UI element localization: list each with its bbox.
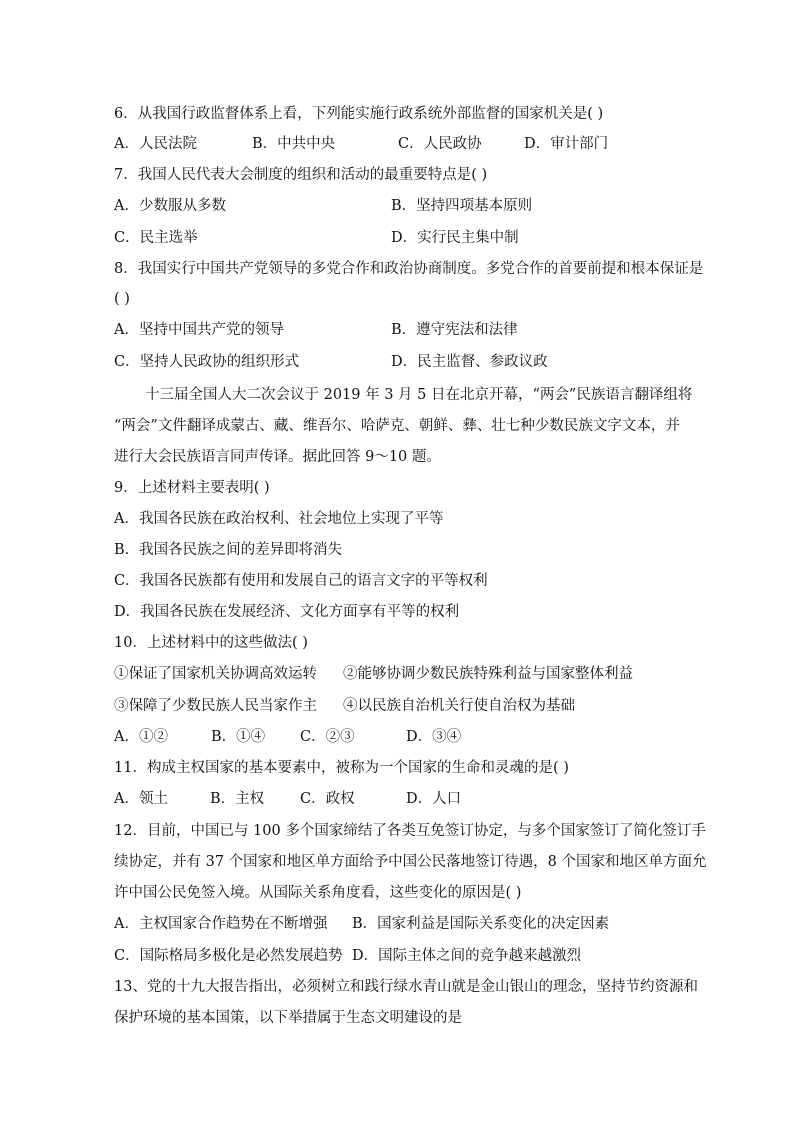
q6-option-d: D．审计部门 (524, 136, 609, 152)
q7-options-row2 (114, 228, 674, 248)
q12-option-c: C．国际格局多极化是必然发展趋势 (114, 948, 343, 964)
q13-stem-line2: 保护环境的基本国策，以下举措属于生态文明建设的是 (114, 1010, 462, 1026)
q7-option-a: A．少数服从多数 (114, 198, 226, 214)
q11-option-c: C．政权 (300, 791, 355, 807)
q8-option-c: C．坚持人民政协的组织形式 (114, 354, 300, 370)
q9-option-a: A．我国各民族在政治权利、社会地位上实现了平等 (114, 511, 444, 527)
q12-option-d: D．国际主体之间的竞争越来越激烈 (352, 948, 582, 964)
q11-option-d: D．人口 (406, 791, 462, 807)
q9-option-b: B．我国各民族之间的差异即将消失 (114, 542, 343, 558)
q9-stem: 9．上述材料主要表明( ) (114, 480, 270, 496)
material-line2: “两会”文件翻译成蒙古、藏、维吾尔、哈萨克、朝鲜、彝、壮七种少数民族文字文本，并 (114, 418, 680, 434)
q8-option-a: A．坚持中国共产党的领导 (114, 322, 284, 338)
q12-option-a: A．主权国家合作趋势在不断增强 (114, 916, 328, 932)
q7-options-row1 (114, 196, 674, 216)
q6-stem: 6．从我国行政监督体系上看，下列能实施行政系统外部监督的国家机关是( ) (114, 106, 604, 122)
q12-stem-line1: 12．目前，中国已与 100 多个国家缔结了各类互免签订协定，与多个国家签订了简化签订手 (114, 823, 706, 839)
q8-options-row2 (114, 352, 674, 372)
q7-option-d: D．实行民主集中制 (391, 230, 519, 246)
q11-options (114, 789, 674, 809)
material-line1: 十三届全国人大二次会议于 2019 年 3 月 5 日在北京开幕，“两会”民族语言翻译组将 (145, 387, 693, 403)
q6-option-b: B．中共中央 (252, 136, 336, 152)
q10-item-3: ③保障了少数民族人民当家作主 (114, 698, 317, 714)
q8-options-row1 (114, 320, 674, 340)
q8-option-b: B．遵守宪法和法律 (391, 322, 518, 338)
material-line3: 进行大会民族语言同声传译。据此回答 9～10 题。 (114, 449, 441, 465)
q7-option-b: B．坚持四项基本原则 (391, 198, 533, 214)
q10-items-row1 (114, 664, 674, 684)
q10-item-4: ④以民族自治机关行使自治权为基础 (343, 698, 575, 714)
q8-stem-line2: ( ) (114, 291, 130, 307)
q7-option-c: C．民主选举 (114, 230, 198, 246)
q11-option-b: B．主权 (210, 791, 265, 807)
q12-options-row2 (114, 946, 674, 966)
q10-item-1: ①保证了国家机关协调高效运转 (114, 666, 317, 682)
q10-option-d: D．③④ (406, 729, 462, 745)
q13-stem-line1: 13、党的十九大报告指出，必须树立和践行绿水青山就是金山银山的理念，坚持节约资源和 (114, 979, 698, 995)
q6-option-a: A．人民法院 (114, 136, 197, 152)
q10-option-a: A．①② (114, 729, 168, 745)
q11-option-a: A．领土 (114, 791, 168, 807)
q10-options (114, 727, 674, 747)
q8-stem-line1: 8．我国实行中国共产党领导的多党合作和政治协商制度。多党合作的首要前提和根本保证是 (114, 261, 704, 277)
q11-stem: 11．构成主权国家的基本要素中，被称为一个国家的生命和灵魂的是( ) (114, 760, 569, 776)
q10-option-c: C．②③ (300, 729, 355, 745)
q10-option-b: B．①④ (211, 729, 266, 745)
q12-option-b: B．国家利益是国际关系变化的决定因素 (352, 916, 610, 932)
q7-stem: 7．我国人民代表大会制度的组织和活动的最重要特点是( ) (114, 167, 488, 183)
q10-items-row2 (114, 696, 674, 716)
q10-item-2: ②能够协调少数民族特殊利益与国家整体利益 (343, 666, 633, 682)
q9-option-d: D．我国各民族在发展经济、文化方面享有平等的权利 (114, 604, 460, 620)
q12-stem-line3: 许中国公民免签入境。从国际关系角度看，这些变化的原因是( ) (114, 885, 522, 901)
q6-options (114, 134, 674, 154)
q6-option-c: C．人民政协 (398, 136, 482, 152)
q9-option-c: C．我国各民族都有使用和发展自己的语言文字的平等权利 (114, 573, 488, 589)
q12-stem-line2: 续协定，并有 37 个国家和地区单方面给予中国公民落地签订待遇，8 个国家和地区单方面允 (114, 854, 707, 870)
q12-options-row1 (114, 914, 674, 934)
q10-stem: 10．上述材料中的这些做法( ) (114, 635, 308, 651)
q8-option-d: D．民主监督、参政议政 (391, 354, 548, 370)
